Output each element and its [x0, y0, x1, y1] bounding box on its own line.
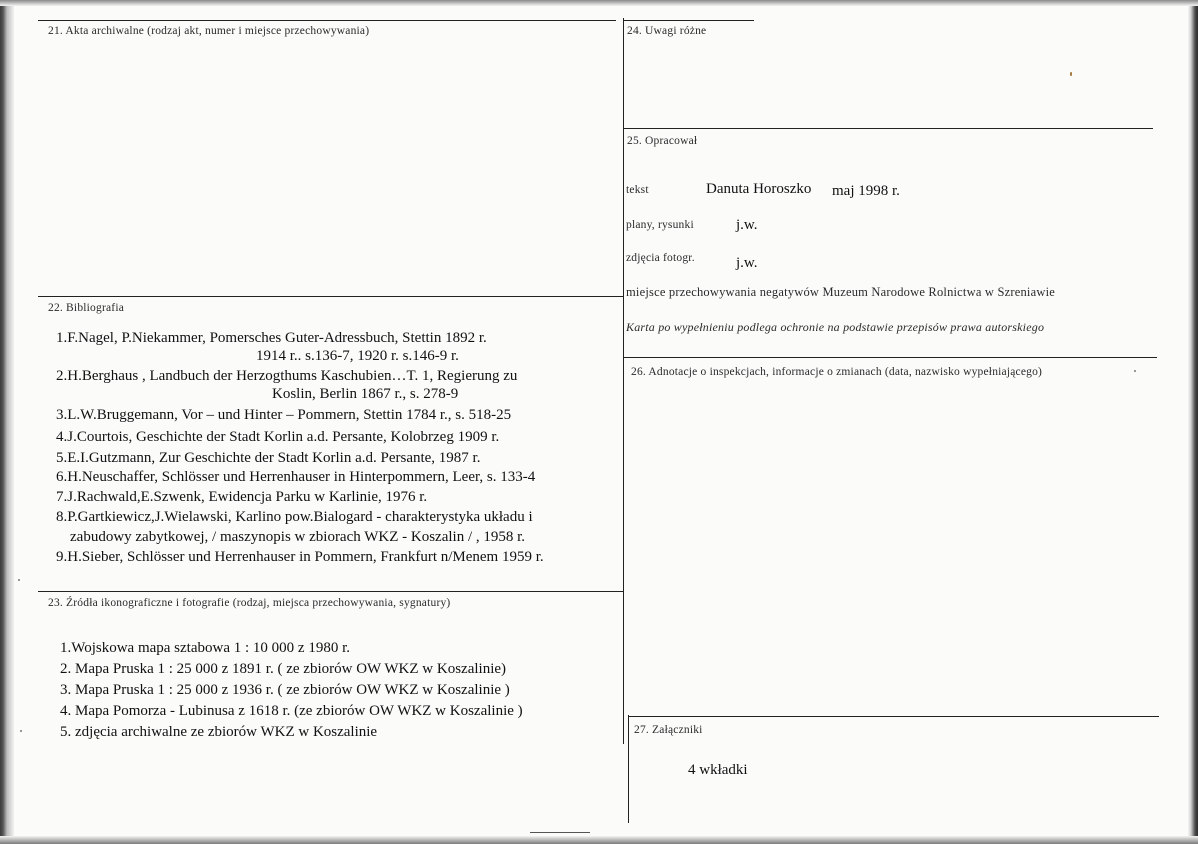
zdjecia-value: j.w. [736, 255, 758, 271]
section-23-label: 23. Źródła ikonograficzne i fotografie (rodzaj, miejsca przechowywania, sygnatury) [48, 597, 451, 609]
rule-23 [38, 591, 624, 592]
section-25-label: 25. Opracował [627, 135, 698, 147]
iconography-entry-1: 1.Wojskowa mapa sztabowa 1 : 10 000 z 1980 r. [60, 640, 350, 656]
column-divider-upper [623, 18, 624, 744]
bibliography-entry-1: 1.F.Nagel, P.Niekammer, Pomersches Guter-Adressbuch, Stettin 1892 r. [56, 330, 487, 346]
attachments-count: 4 wkładki [688, 762, 748, 778]
tekst-label: tekst [626, 184, 649, 196]
bibliography-entry-2: 2.H.Berghaus , Landbuch der Herzogthums Kaschubien…T. 1, Regierung zu [56, 368, 518, 384]
scan-speck [1070, 72, 1072, 76]
bibliography-entry-9: 9.H.Sieber, Schlösser und Herrenhauser in Pommern, Frankfurt n/Menem 1959 r. [56, 549, 544, 565]
negatives-storage: miejsce przechowywania negatywów Muzeum Narodowe Rolnictwa w Szreniawie [626, 285, 1055, 299]
scan-edge-bottom [0, 836, 1198, 844]
bibliography-entry-3: 3.L.W.Bruggemann, Vor – und Hinter – Pommern, Stettin 1784 r., s. 518-25 [56, 407, 512, 423]
zdjecia-label: zdjęcia fotogr. [626, 252, 695, 264]
bibliography-entry-7: 7.J.Rachwald,E.Szwenk, Ewidencja Parku w Karlinie, 1976 r. [56, 489, 428, 505]
bibliography-entry-5: 5.E.I.Gutzmann, Zur Geschichte der Stadt Korlin a.d. Persante, 1987 r. [56, 450, 481, 466]
bibliography-entry-1-cont: 1914 r.. s.136-7, 1920 r. s.146-9 r. [256, 348, 459, 364]
tekst-author: Danuta Horoszko [706, 181, 812, 197]
scan-edge-top [0, 0, 1198, 6]
bibliography-entry-6: 6.H.Neuschaffer, Schlösser und Herrenhauser in Hinterpommern, Leer, s. 133-4 [56, 469, 536, 485]
scan-edge-left [0, 0, 14, 844]
rule-26 [623, 357, 1157, 358]
rule-27 [629, 716, 1159, 717]
top-rule-right [624, 20, 754, 21]
scan-speck [1134, 370, 1136, 372]
iconography-entry-3: 3. Mapa Pruska 1 : 25 000 z 1936 r. ( ze zbiorów OW WKZ w Koszalinie ) [60, 682, 510, 698]
top-rule-left [38, 20, 616, 21]
section-27-label: 27. Załączniki [634, 724, 703, 736]
rule-22 [38, 296, 624, 297]
plany-label: plany, rysunki [626, 219, 694, 231]
rule-25 [623, 128, 1153, 129]
bibliography-entry-8: 8.P.Gartkiewicz,J.Wielawski, Karlino pow.Bialogard - charakterystyka układu i [56, 509, 533, 525]
iconography-entry-5: 5. zdjęcia archiwalne ze zbiorów WKZ w Koszalinie [60, 724, 378, 740]
section-24-label: 24. Uwagi różne [627, 25, 707, 37]
scan-speck [18, 579, 20, 581]
bibliography-entry-2-cont: Koslin, Berlin 1867 r., s. 278-9 [272, 386, 459, 402]
plany-value: j.w. [736, 217, 758, 233]
bibliography-entry-4: 4.J.Courtois, Geschichte der Stadt Korlin a.d. Persante, Kolobrzeg 1909 r. [56, 429, 500, 445]
tekst-date: maj 1998 r. [832, 183, 900, 199]
iconography-entry-2: 2. Mapa Pruska 1 : 25 000 z 1891 r. ( ze zbiorów OW WKZ w Koszalinie) [60, 661, 507, 677]
iconography-entry-4: 4. Mapa Pomorza - Lubinusa z 1618 r. (ze zbiorów OW WKZ w Koszalinie ) [60, 703, 523, 719]
section-26-label: 26. Adnotacje o inspekcjach, informacje o zmianach (data, nazwisko wypełniającego) [631, 366, 1043, 378]
column-divider-lower [628, 715, 629, 823]
bottom-mark [530, 832, 590, 833]
scan-speck [20, 730, 22, 732]
scan-edge-right [1188, 0, 1198, 844]
section-21-label: 21. Akta archiwalne (rodzaj akt, numer i miejsce przechowywania) [48, 25, 370, 37]
bibliography-entry-8-cont: zabudowy zabytkowej, / maszynopis w zbiorach WKZ - Koszalin / , 1958 r. [70, 529, 526, 545]
section-22-label: 22. Bibliografia [48, 302, 125, 314]
copyright-notice: Karta po wypełnieniu podlega ochronie na podstawie przepisów prawa autorskiego [626, 320, 1045, 334]
